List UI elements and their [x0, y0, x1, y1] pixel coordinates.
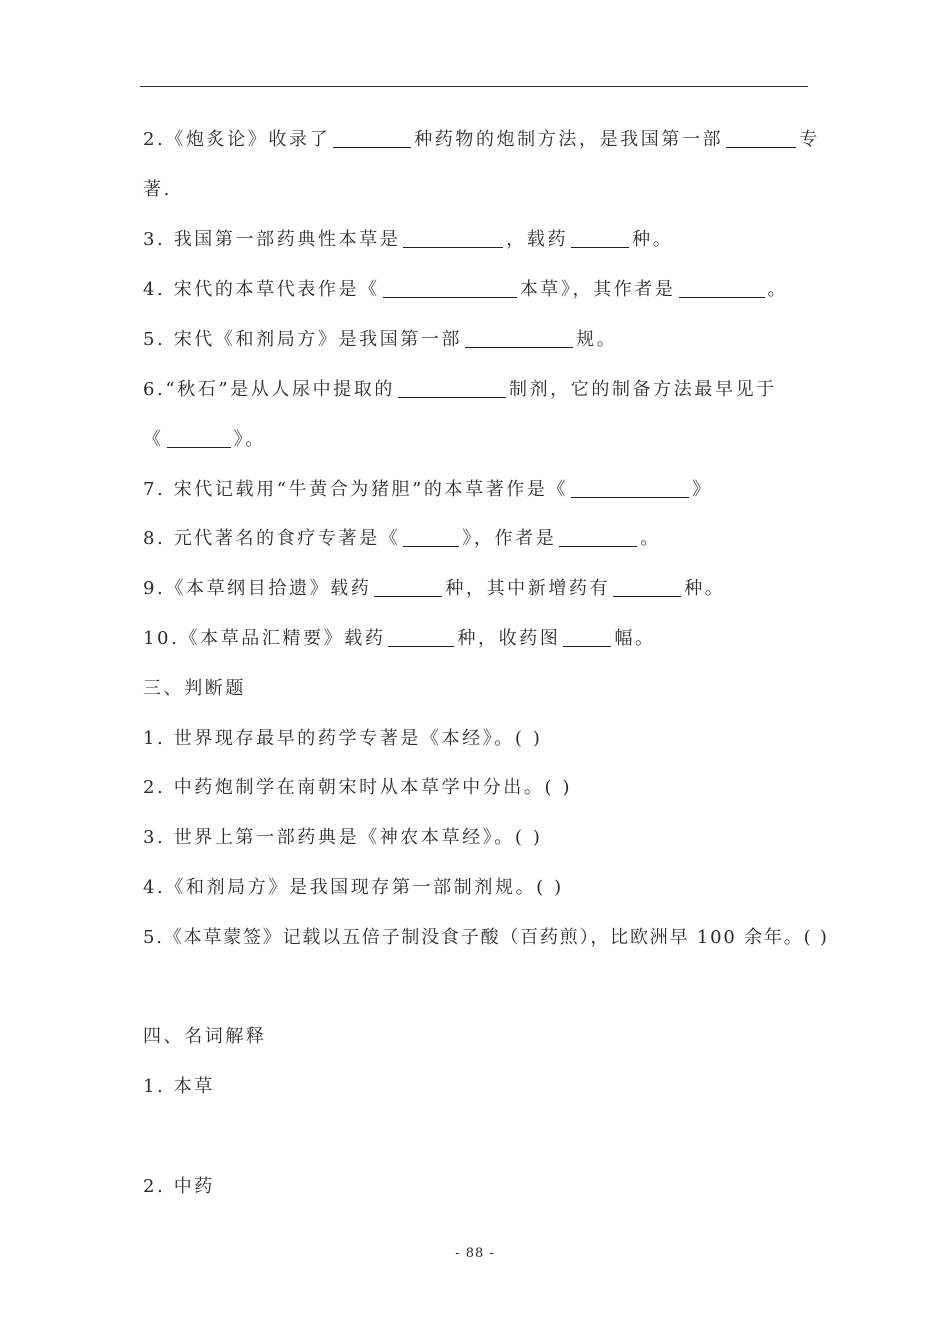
question-3: 3. 我国第一部药典性本草是 ，载药 种。 [143, 229, 674, 250]
question-8: 8. 元代著名的食疗专著是《 》，作者是 。 [143, 528, 661, 549]
answer-blank [571, 479, 689, 498]
answer-blank [613, 578, 681, 597]
question-2-line-2: 著. [143, 179, 172, 200]
section-4-heading: 四、名词解释 [143, 1026, 267, 1047]
question-4: 4. 宋代的本草代表作是《 本草》，其作者是 。 [143, 279, 789, 300]
true-false-item-3: 3. 世界上第一部药典是《神农本草经》。( ) [143, 827, 543, 848]
section-3-heading: 三、判断题 [143, 678, 246, 699]
page-number: - 88 - [455, 1246, 495, 1261]
answer-blank [679, 279, 765, 298]
true-false-item-4: 4.《和剂局方》是我国现存第一部制剂规。( ) [143, 877, 564, 898]
answer-blank [563, 628, 611, 647]
answer-blank [383, 279, 517, 298]
term-item-1: 1. 本草 [143, 1076, 215, 1097]
true-false-item-5: 5.《本草蒙签》记载以五倍子制没食子酸（百药煎），比欧洲早 100 余年。( ) [143, 927, 829, 948]
true-false-item-1: 1. 世界现存最早的药学专著是《本经》。( ) [143, 728, 543, 749]
header-rule [140, 86, 808, 87]
question-5: 5. 宋代《和剂局方》是我国第一部 规。 [143, 329, 618, 350]
term-item-2: 2. 中药 [143, 1176, 215, 1197]
answer-blank [333, 129, 411, 148]
question-6-line-1: 6.“秋石”是从人尿中提取的 制剂，它的制备方法最早见于 [143, 379, 777, 400]
question-6-line-2: 《 》。 [143, 429, 266, 450]
answer-blank [571, 229, 629, 248]
answer-blank [465, 329, 573, 348]
question-7: 7. 宋代记载用“牛黄合为猪胆”的本草著作是《 》 [143, 479, 713, 500]
answer-blank [398, 379, 506, 398]
answer-blank [167, 429, 231, 448]
answer-blank [403, 229, 503, 248]
answer-blank [559, 528, 637, 547]
true-false-item-2: 2. 中药炮制学在南朝宋时从本草学中分出。( ) [143, 777, 573, 798]
answer-blank [403, 528, 459, 547]
question-2-line-1: 2.《炮炙论》收录了 种药物的炮制方法，是我国第一部 专 [143, 129, 820, 150]
answer-blank [374, 578, 442, 597]
question-9: 9.《本草纲目拾遗》载药 种，其中新增药有 种。 [143, 578, 726, 599]
question-10: 10.《本草品汇精要》载药 种，收药图 幅。 [143, 628, 656, 649]
answer-blank [388, 628, 454, 647]
answer-blank [726, 129, 796, 148]
